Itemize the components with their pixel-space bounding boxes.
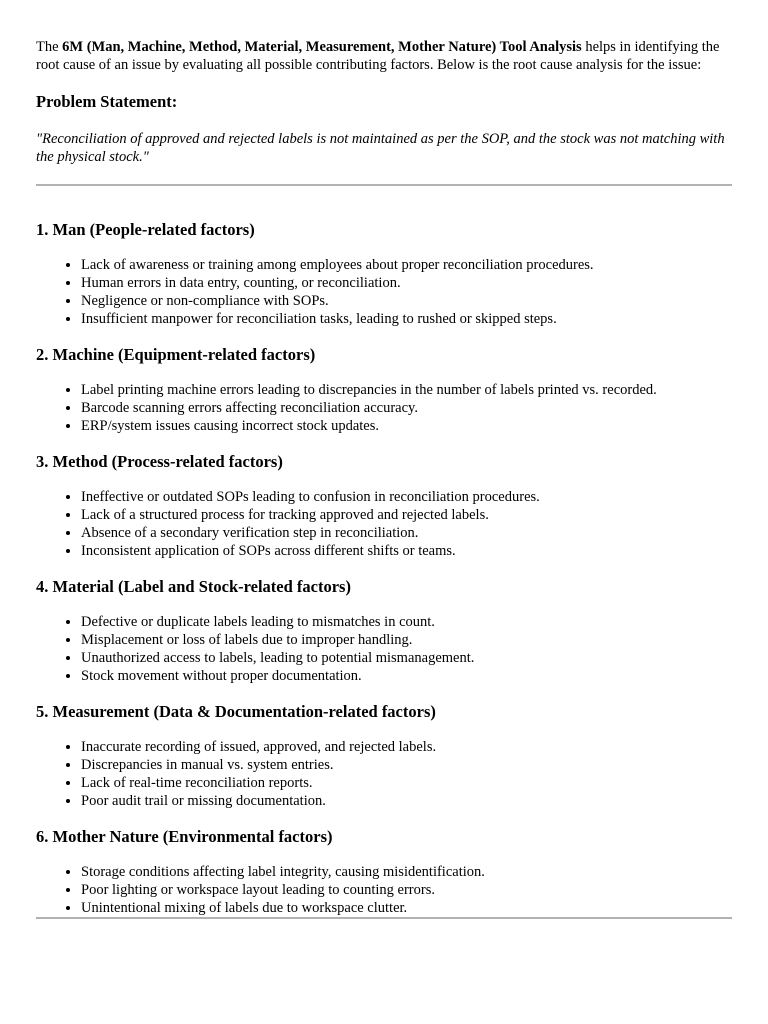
section-heading: 5. Measurement (Data & Documentation-related factors) <box>36 702 436 721</box>
section-heading: 3. Method (Process-related factors) <box>36 452 283 471</box>
factor-section-6 <box>36 827 732 917</box>
factor-list <box>36 488 732 560</box>
list-item: • Unauthorized access to labels, leading to potential mismanagement. <box>81 649 732 667</box>
list-item: • Unintentional mixing of labels due to workspace clutter. <box>81 899 732 917</box>
factor-section-3 <box>36 452 732 560</box>
list-item: • Lack of awareness or training among employees about proper reconciliation procedures. <box>81 256 732 274</box>
list-item: • Discrepancies in manual vs. system entries. <box>81 756 732 774</box>
factor-list <box>36 738 732 810</box>
factor-list <box>36 256 732 328</box>
list-item: • Label printing machine errors leading to discrepancies in the number of labels printed vs. recorded. <box>81 381 732 399</box>
factor-sections <box>36 220 732 917</box>
divider-top <box>36 184 732 186</box>
factor-section-2 <box>36 345 732 435</box>
list-item: • Misplacement or loss of labels due to improper handling. <box>81 631 732 649</box>
list-item: • Absence of a secondary verification step in reconciliation. <box>81 524 732 542</box>
factor-list <box>36 613 732 685</box>
list-item: • Inaccurate recording of issued, approved, and rejected labels. <box>81 738 732 756</box>
list-item: • Defective or duplicate labels leading to mismatches in count. <box>81 613 732 631</box>
list-item: • Stock movement without proper documentation. <box>81 667 732 685</box>
factor-list <box>36 381 732 435</box>
problem-statement-text: "Reconciliation of approved and rejected labels is not maintained as per the SOP, and the stock was not matching with the physical stock." <box>36 131 725 165</box>
list-item: • Lack of a structured process for tracking approved and rejected labels. <box>81 506 732 524</box>
factor-section-1 <box>36 220 732 328</box>
section-heading: 1. Man (People-related factors) <box>36 220 255 239</box>
list-item: • Insufficient manpower for reconciliation tasks, leading to rushed or skipped steps. <box>81 310 732 328</box>
list-item: • Lack of real-time reconciliation reports. <box>81 774 732 792</box>
factor-section-5 <box>36 702 732 810</box>
intro-tool-name: 6M (Man, Machine, Method, Material, Measurement, Mother Nature) Tool Analysis <box>62 39 582 55</box>
section-heading: 4. Material (Label and Stock-related factors) <box>36 577 351 596</box>
list-item: • Poor lighting or workspace layout leading to counting errors. <box>81 881 732 899</box>
list-item: • ERP/system issues causing incorrect stock updates. <box>81 417 732 435</box>
factor-section-4 <box>36 577 732 685</box>
list-item: • Inconsistent application of SOPs across different shifts or teams. <box>81 542 732 560</box>
divider-bottom <box>36 917 732 919</box>
list-item: • Negligence or non-compliance with SOPs. <box>81 292 732 310</box>
factor-list <box>36 863 732 917</box>
list-item: • Human errors in data entry, counting, or reconciliation. <box>81 274 732 292</box>
list-item: • Storage conditions affecting label integrity, causing misidentification. <box>81 863 732 881</box>
list-item: • Ineffective or outdated SOPs leading to confusion in reconciliation procedures. <box>81 488 732 506</box>
intro-suffix: helps in identifying the root cause of an issue by evaluating all possible contributing factors. Below is the root cause analysis for the issue: <box>36 39 720 73</box>
list-item: • Poor audit trail or missing documentation. <box>81 792 732 810</box>
intro-paragraph <box>36 38 732 74</box>
section-heading: 2. Machine (Equipment-related factors) <box>36 345 316 364</box>
intro-prefix: The <box>36 39 63 55</box>
list-item: • Barcode scanning errors affecting reconciliation accuracy. <box>81 399 732 417</box>
section-heading: 6. Mother Nature (Environmental factors) <box>36 827 333 846</box>
problem-statement-heading: Problem Statement: <box>36 92 178 111</box>
